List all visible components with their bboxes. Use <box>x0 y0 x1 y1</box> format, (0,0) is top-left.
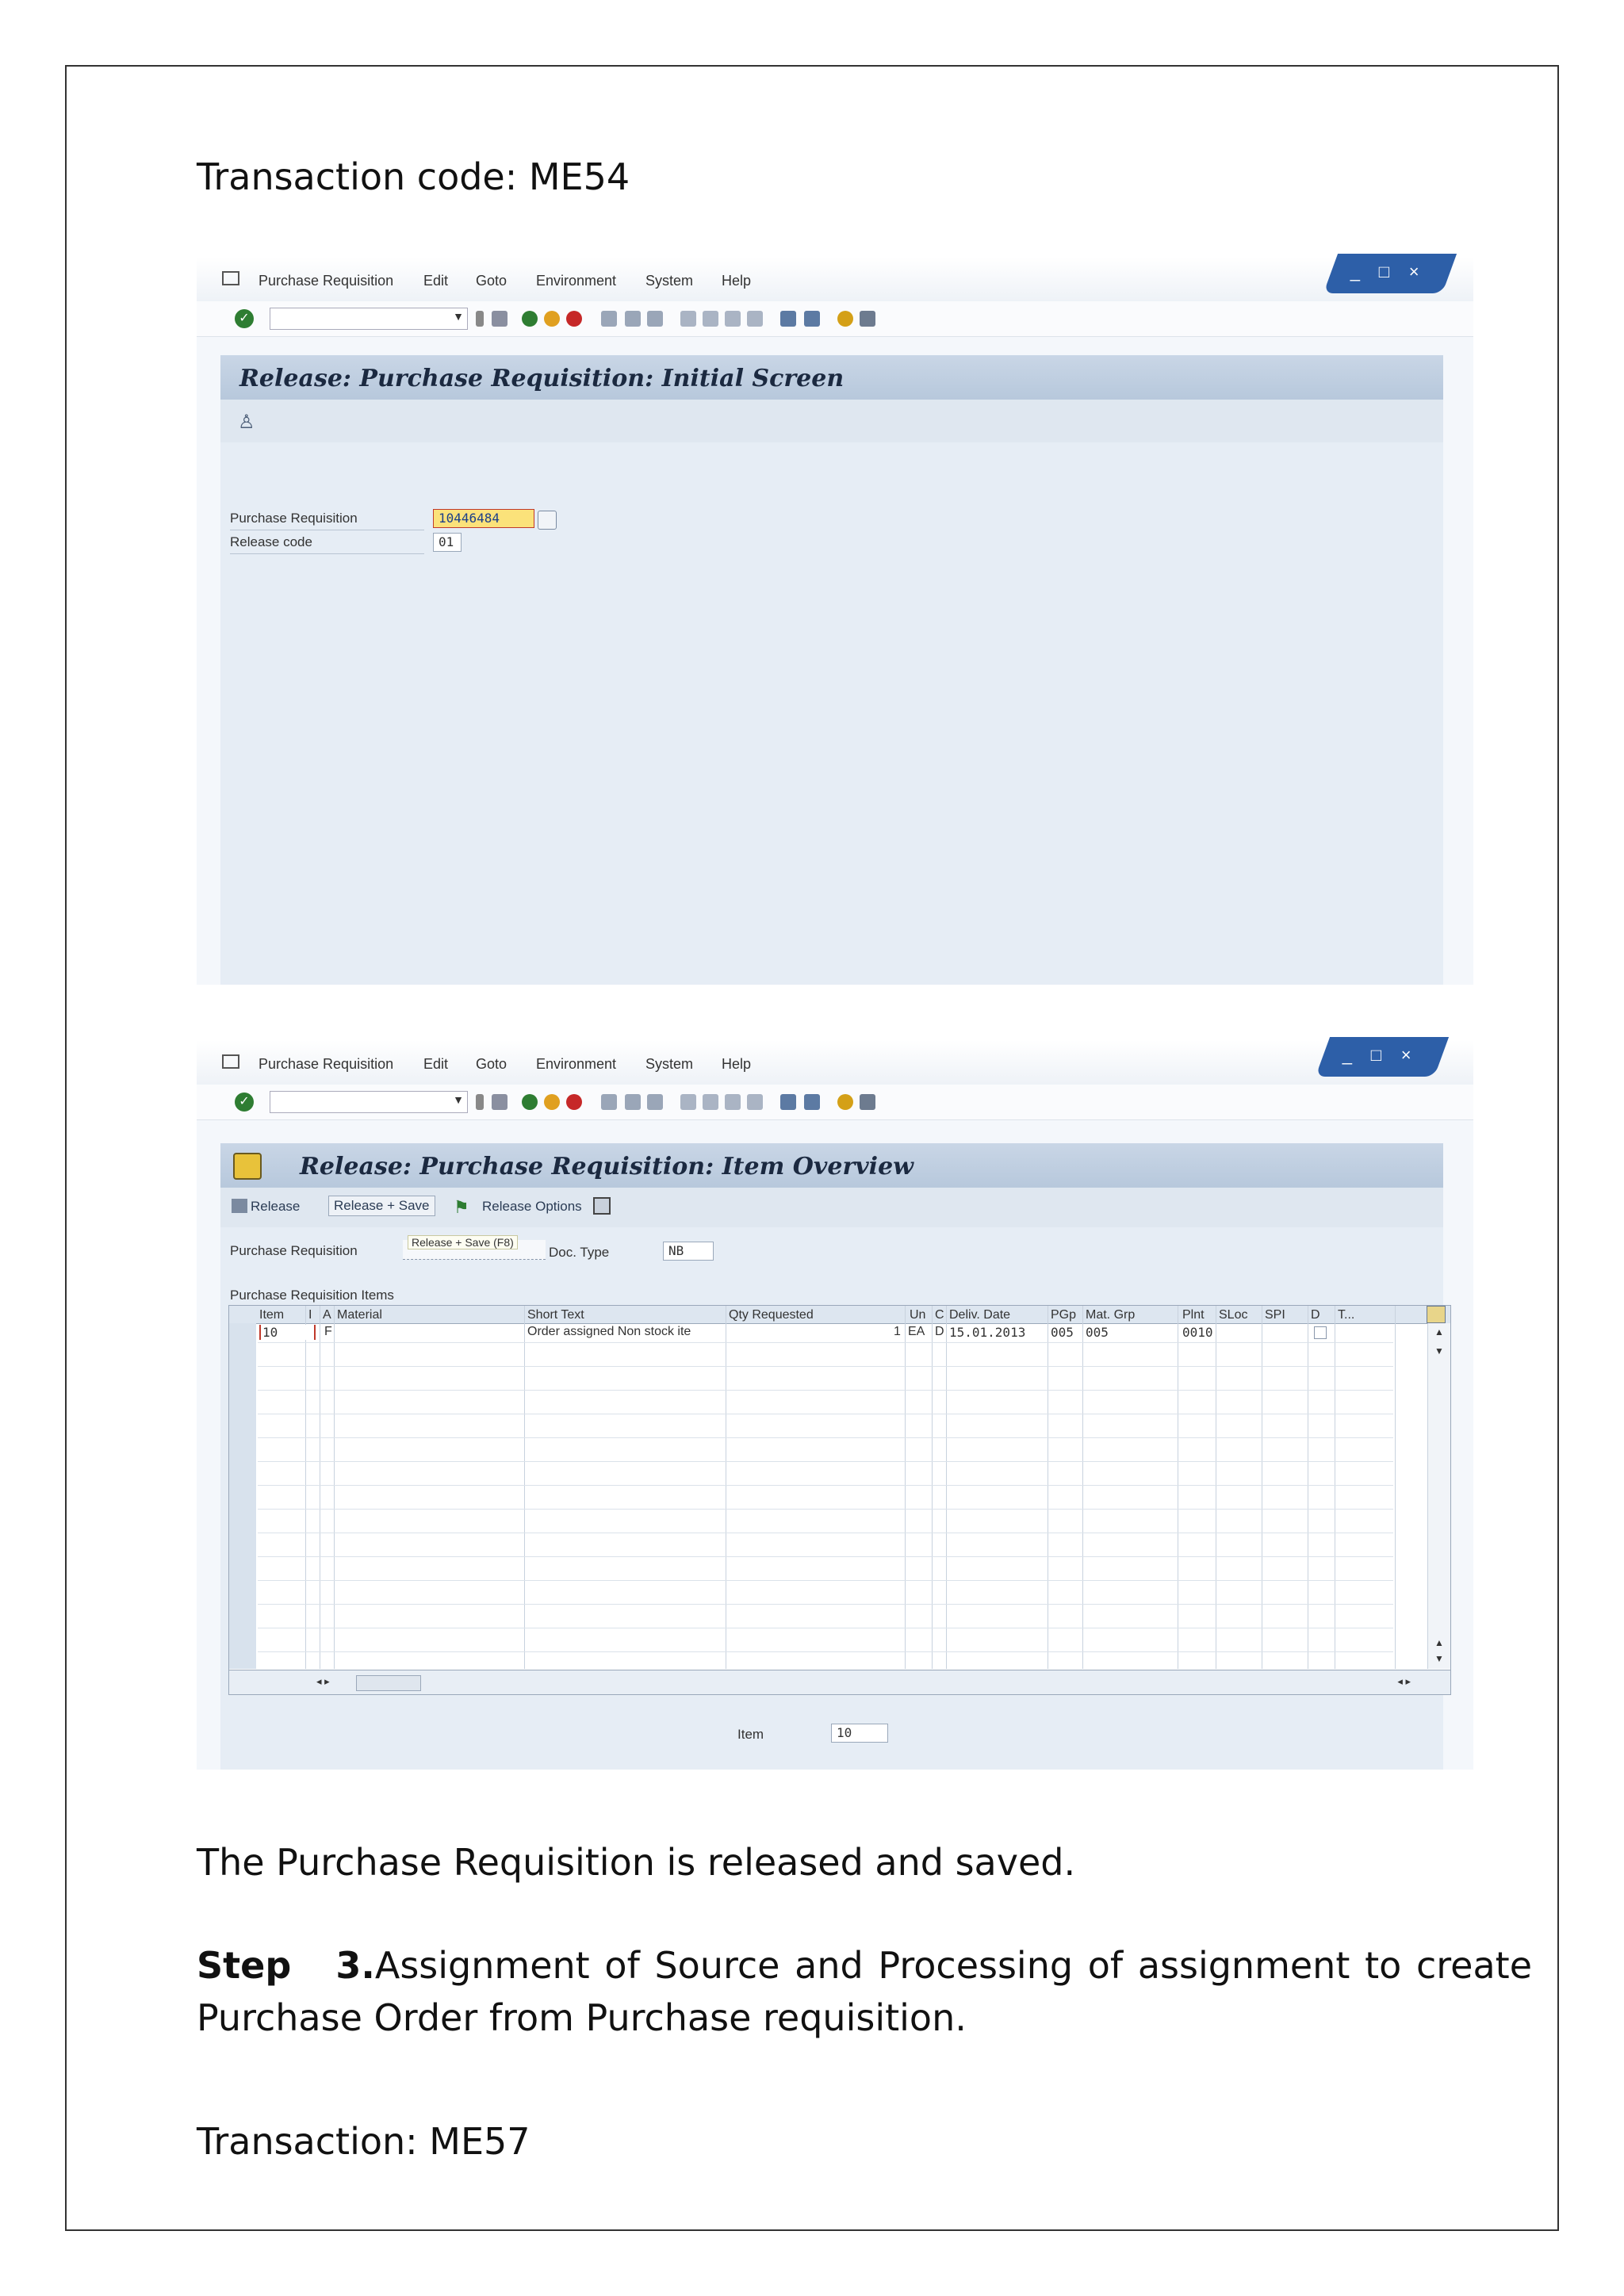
cancel-icon[interactable] <box>566 1094 582 1110</box>
close-icon[interactable]: × <box>1408 262 1419 281</box>
menu-system[interactable]: System <box>645 273 694 289</box>
command-field[interactable] <box>270 308 468 330</box>
print-icon[interactable] <box>601 1094 617 1110</box>
maximize-icon[interactable]: □ <box>1378 262 1390 281</box>
scroll-down-icon[interactable]: ▼ <box>1434 1345 1444 1357</box>
sap-screen-item-overview <box>197 1040 1473 1770</box>
release-code-field[interactable]: 01 <box>433 533 462 552</box>
row-divider <box>258 1651 1393 1652</box>
exit-icon[interactable] <box>544 311 560 327</box>
column-divider <box>932 1306 933 1669</box>
column-divider <box>1395 1306 1396 1669</box>
plant-cell[interactable]: 0010 <box>1182 1325 1213 1340</box>
items-table-header <box>229 1306 1450 1324</box>
row-divider <box>258 1580 1393 1581</box>
shortcut-icon[interactable] <box>804 1094 820 1110</box>
row-divider <box>258 1437 1393 1438</box>
window-controls[interactable] <box>1323 254 1457 293</box>
find-icon[interactable] <box>625 311 641 327</box>
menu-icon[interactable] <box>222 271 239 285</box>
screen-title-bar <box>220 355 1443 400</box>
release-code-label: Release code <box>230 534 312 549</box>
row-divider <box>258 1509 1393 1510</box>
back-icon[interactable] <box>522 1094 538 1110</box>
back-small-icon[interactable] <box>476 1094 484 1110</box>
user-icon[interactable]: ♙ <box>238 411 255 433</box>
maximize-icon[interactable]: □ <box>1370 1045 1382 1065</box>
first-page-icon[interactable] <box>680 311 696 327</box>
column-header[interactable]: Item <box>259 1308 285 1322</box>
new-session-icon[interactable] <box>780 311 796 327</box>
short-text-cell[interactable]: Order assigned Non stock ite <box>527 1325 691 1338</box>
column-header[interactable]: Plnt <box>1182 1308 1205 1322</box>
scroll-right-icon[interactable]: ◂ ▸ <box>1397 1675 1411 1687</box>
row-divider <box>258 1390 1393 1391</box>
column-divider <box>905 1306 906 1669</box>
menu-bar <box>197 257 1473 301</box>
step-label: Step <box>197 1944 292 1987</box>
transaction-code-line: Transaction code: ME54 <box>197 155 630 198</box>
scroll-up-icon[interactable]: ▲ <box>1434 1637 1444 1648</box>
screen-body <box>220 442 1443 985</box>
menu-help[interactable]: Help <box>722 1056 752 1072</box>
step-number: 3. <box>335 1944 375 1987</box>
deletion-checkbox[interactable] <box>1314 1326 1327 1339</box>
exit-icon[interactable] <box>544 1094 560 1110</box>
release-icon[interactable] <box>232 1199 247 1213</box>
footer-item-field[interactable]: 10 <box>831 1724 888 1743</box>
category-cell[interactable]: D <box>935 1325 944 1338</box>
release-options-button[interactable]: Release Options <box>482 1199 582 1214</box>
column-header[interactable]: D <box>1311 1308 1320 1322</box>
release-save-button[interactable]: Release + Save <box>328 1196 435 1216</box>
step-heading-line1 <box>197 1944 1532 1987</box>
column-settings-icon[interactable] <box>1427 1306 1446 1323</box>
pr-number-field[interactable]: 10446484 <box>433 509 534 528</box>
save-icon[interactable] <box>492 1094 508 1110</box>
row-divider <box>258 1461 1393 1462</box>
material-group-cell[interactable]: 005 <box>1086 1325 1109 1340</box>
pr-label: Purchase Requisition <box>230 1243 358 1258</box>
vertical-scrollbar[interactable] <box>1427 1323 1450 1669</box>
menu-goto[interactable]: Goto <box>476 273 508 289</box>
column-header[interactable]: I <box>308 1308 312 1322</box>
layout-menu-icon[interactable] <box>860 311 875 327</box>
close-icon[interactable]: × <box>1400 1045 1411 1065</box>
menu-environment[interactable]: Environment <box>536 273 617 289</box>
chevron-down-icon[interactable]: ▼ <box>453 1093 464 1106</box>
footer-item-label: Item <box>737 1727 764 1742</box>
column-divider <box>334 1306 335 1669</box>
application-toolbar <box>220 1188 1443 1227</box>
minimize-icon[interactable]: _ <box>1350 262 1360 281</box>
menu-system[interactable]: System <box>645 1056 694 1072</box>
column-header[interactable]: C <box>935 1308 944 1322</box>
next-page-icon[interactable] <box>725 311 741 327</box>
system-toolbar <box>197 301 1473 337</box>
menu-purchase-requisition[interactable]: Purchase Requisition <box>259 1056 394 1072</box>
shortcut-icon[interactable] <box>804 311 820 327</box>
screen-body <box>220 1227 1443 1770</box>
column-header[interactable]: Un <box>910 1308 926 1322</box>
find-next-icon[interactable] <box>647 311 663 327</box>
enter-icon[interactable]: ✓ <box>235 309 254 328</box>
page-title: Release: Purchase Requisition: Initial Screen <box>239 365 845 392</box>
step-text-2: Purchase Order from Purchase requisition. <box>197 1996 967 2039</box>
column-divider <box>946 1306 947 1669</box>
flag-icon[interactable]: ⚑ <box>454 1197 469 1217</box>
column-header[interactable]: PGp <box>1051 1308 1077 1322</box>
enter-icon[interactable]: ✓ <box>235 1093 254 1112</box>
sap-screen-initial <box>197 257 1473 985</box>
row-selector-column[interactable] <box>229 1323 256 1669</box>
column-divider <box>305 1306 306 1669</box>
command-field[interactable] <box>270 1091 468 1113</box>
last-page-icon[interactable] <box>747 1094 763 1110</box>
step-text-1: Assignment of Source and Processing of assignment to create <box>374 1944 1532 1987</box>
find-icon[interactable] <box>625 1094 641 1110</box>
horizontal-scrollbar[interactable] <box>229 1670 1450 1694</box>
row-divider <box>258 1604 1393 1605</box>
column-header[interactable]: Material <box>337 1308 382 1322</box>
help-icon[interactable] <box>837 1094 853 1110</box>
row-divider <box>258 1485 1393 1486</box>
window-controls[interactable] <box>1316 1037 1449 1077</box>
screen-title-bar <box>220 1143 1443 1188</box>
menu-purchase-requisition[interactable]: Purchase Requisition <box>259 273 394 289</box>
page-title: Release: Purchase Requisition: Item Overview <box>300 1153 914 1181</box>
scroll-thumb[interactable] <box>356 1675 421 1691</box>
back-icon[interactable] <box>522 311 538 327</box>
column-header[interactable]: Mat. Grp <box>1086 1308 1136 1322</box>
items-table <box>228 1305 1451 1695</box>
menu-environment[interactable]: Environment <box>536 1056 617 1072</box>
document-icon[interactable] <box>233 1153 262 1180</box>
column-header[interactable]: A <box>323 1308 331 1322</box>
doc-type-field[interactable]: NB <box>663 1242 714 1261</box>
menu-help[interactable]: Help <box>722 273 752 289</box>
column-header[interactable]: T... <box>1338 1308 1355 1322</box>
transaction-line: Transaction: ME57 <box>197 2120 530 2163</box>
new-session-icon[interactable] <box>780 1094 796 1110</box>
system-toolbar <box>197 1085 1473 1120</box>
quantity-cell[interactable]: 1 <box>894 1325 901 1338</box>
search-help-icon[interactable] <box>538 511 557 530</box>
menu-goto[interactable]: Goto <box>476 1056 508 1072</box>
help-icon[interactable] <box>837 311 853 327</box>
purchasing-group-cell[interactable]: 005 <box>1051 1325 1074 1340</box>
account-assignment-cell[interactable]: F <box>324 1325 332 1338</box>
release-button[interactable]: Release <box>251 1199 301 1214</box>
items-section-label: Purchase Requisition Items <box>230 1288 394 1303</box>
layout-menu-icon[interactable] <box>860 1094 875 1110</box>
previous-page-icon[interactable] <box>703 311 718 327</box>
column-divider <box>524 1306 525 1669</box>
back-small-icon[interactable] <box>476 311 484 327</box>
next-page-icon[interactable] <box>725 1094 741 1110</box>
row-divider <box>258 1556 1393 1557</box>
delivery-date-cell[interactable]: 15.01.2013 <box>949 1325 1026 1340</box>
released-note: The Purchase Requisition is released and saved. <box>197 1841 1076 1884</box>
scroll-down-icon[interactable]: ▼ <box>1434 1653 1444 1664</box>
application-toolbar <box>220 400 1443 442</box>
overview-icon[interactable] <box>593 1197 611 1215</box>
menu-icon[interactable] <box>222 1054 239 1069</box>
column-header[interactable]: Qty Requested <box>729 1308 814 1322</box>
row-divider <box>258 1342 1393 1343</box>
find-next-icon[interactable] <box>647 1094 663 1110</box>
last-page-icon[interactable] <box>747 311 763 327</box>
tooltip: Release + Save (F8) <box>408 1235 518 1249</box>
print-icon[interactable] <box>601 311 617 327</box>
scroll-left-icon[interactable]: ◂ ▸ <box>316 1675 330 1687</box>
column-header[interactable]: Short Text <box>527 1308 584 1322</box>
release-code-underline <box>230 553 424 554</box>
unit-cell[interactable]: EA <box>908 1325 925 1338</box>
first-page-icon[interactable] <box>680 1094 696 1110</box>
menu-bar <box>197 1040 1473 1085</box>
column-header[interactable]: Deliv. Date <box>949 1308 1011 1322</box>
menu-edit[interactable]: Edit <box>423 1056 449 1072</box>
column-header[interactable]: SPI <box>1265 1308 1285 1322</box>
minimize-icon[interactable]: _ <box>1342 1045 1352 1065</box>
save-icon[interactable] <box>492 311 508 327</box>
item-cell[interactable]: 10 <box>259 1325 316 1340</box>
pr-label: Purchase Requisition <box>230 511 358 526</box>
menu-edit[interactable]: Edit <box>423 273 449 289</box>
doc-type-label: Doc. Type <box>549 1245 610 1260</box>
chevron-down-icon[interactable]: ▼ <box>453 310 464 323</box>
previous-page-icon[interactable] <box>703 1094 718 1110</box>
column-divider <box>1082 1306 1083 1669</box>
scroll-up-icon[interactable]: ▲ <box>1434 1326 1444 1337</box>
row-divider <box>258 1366 1393 1367</box>
cancel-icon[interactable] <box>566 311 582 327</box>
column-header[interactable]: SLoc <box>1219 1308 1248 1322</box>
